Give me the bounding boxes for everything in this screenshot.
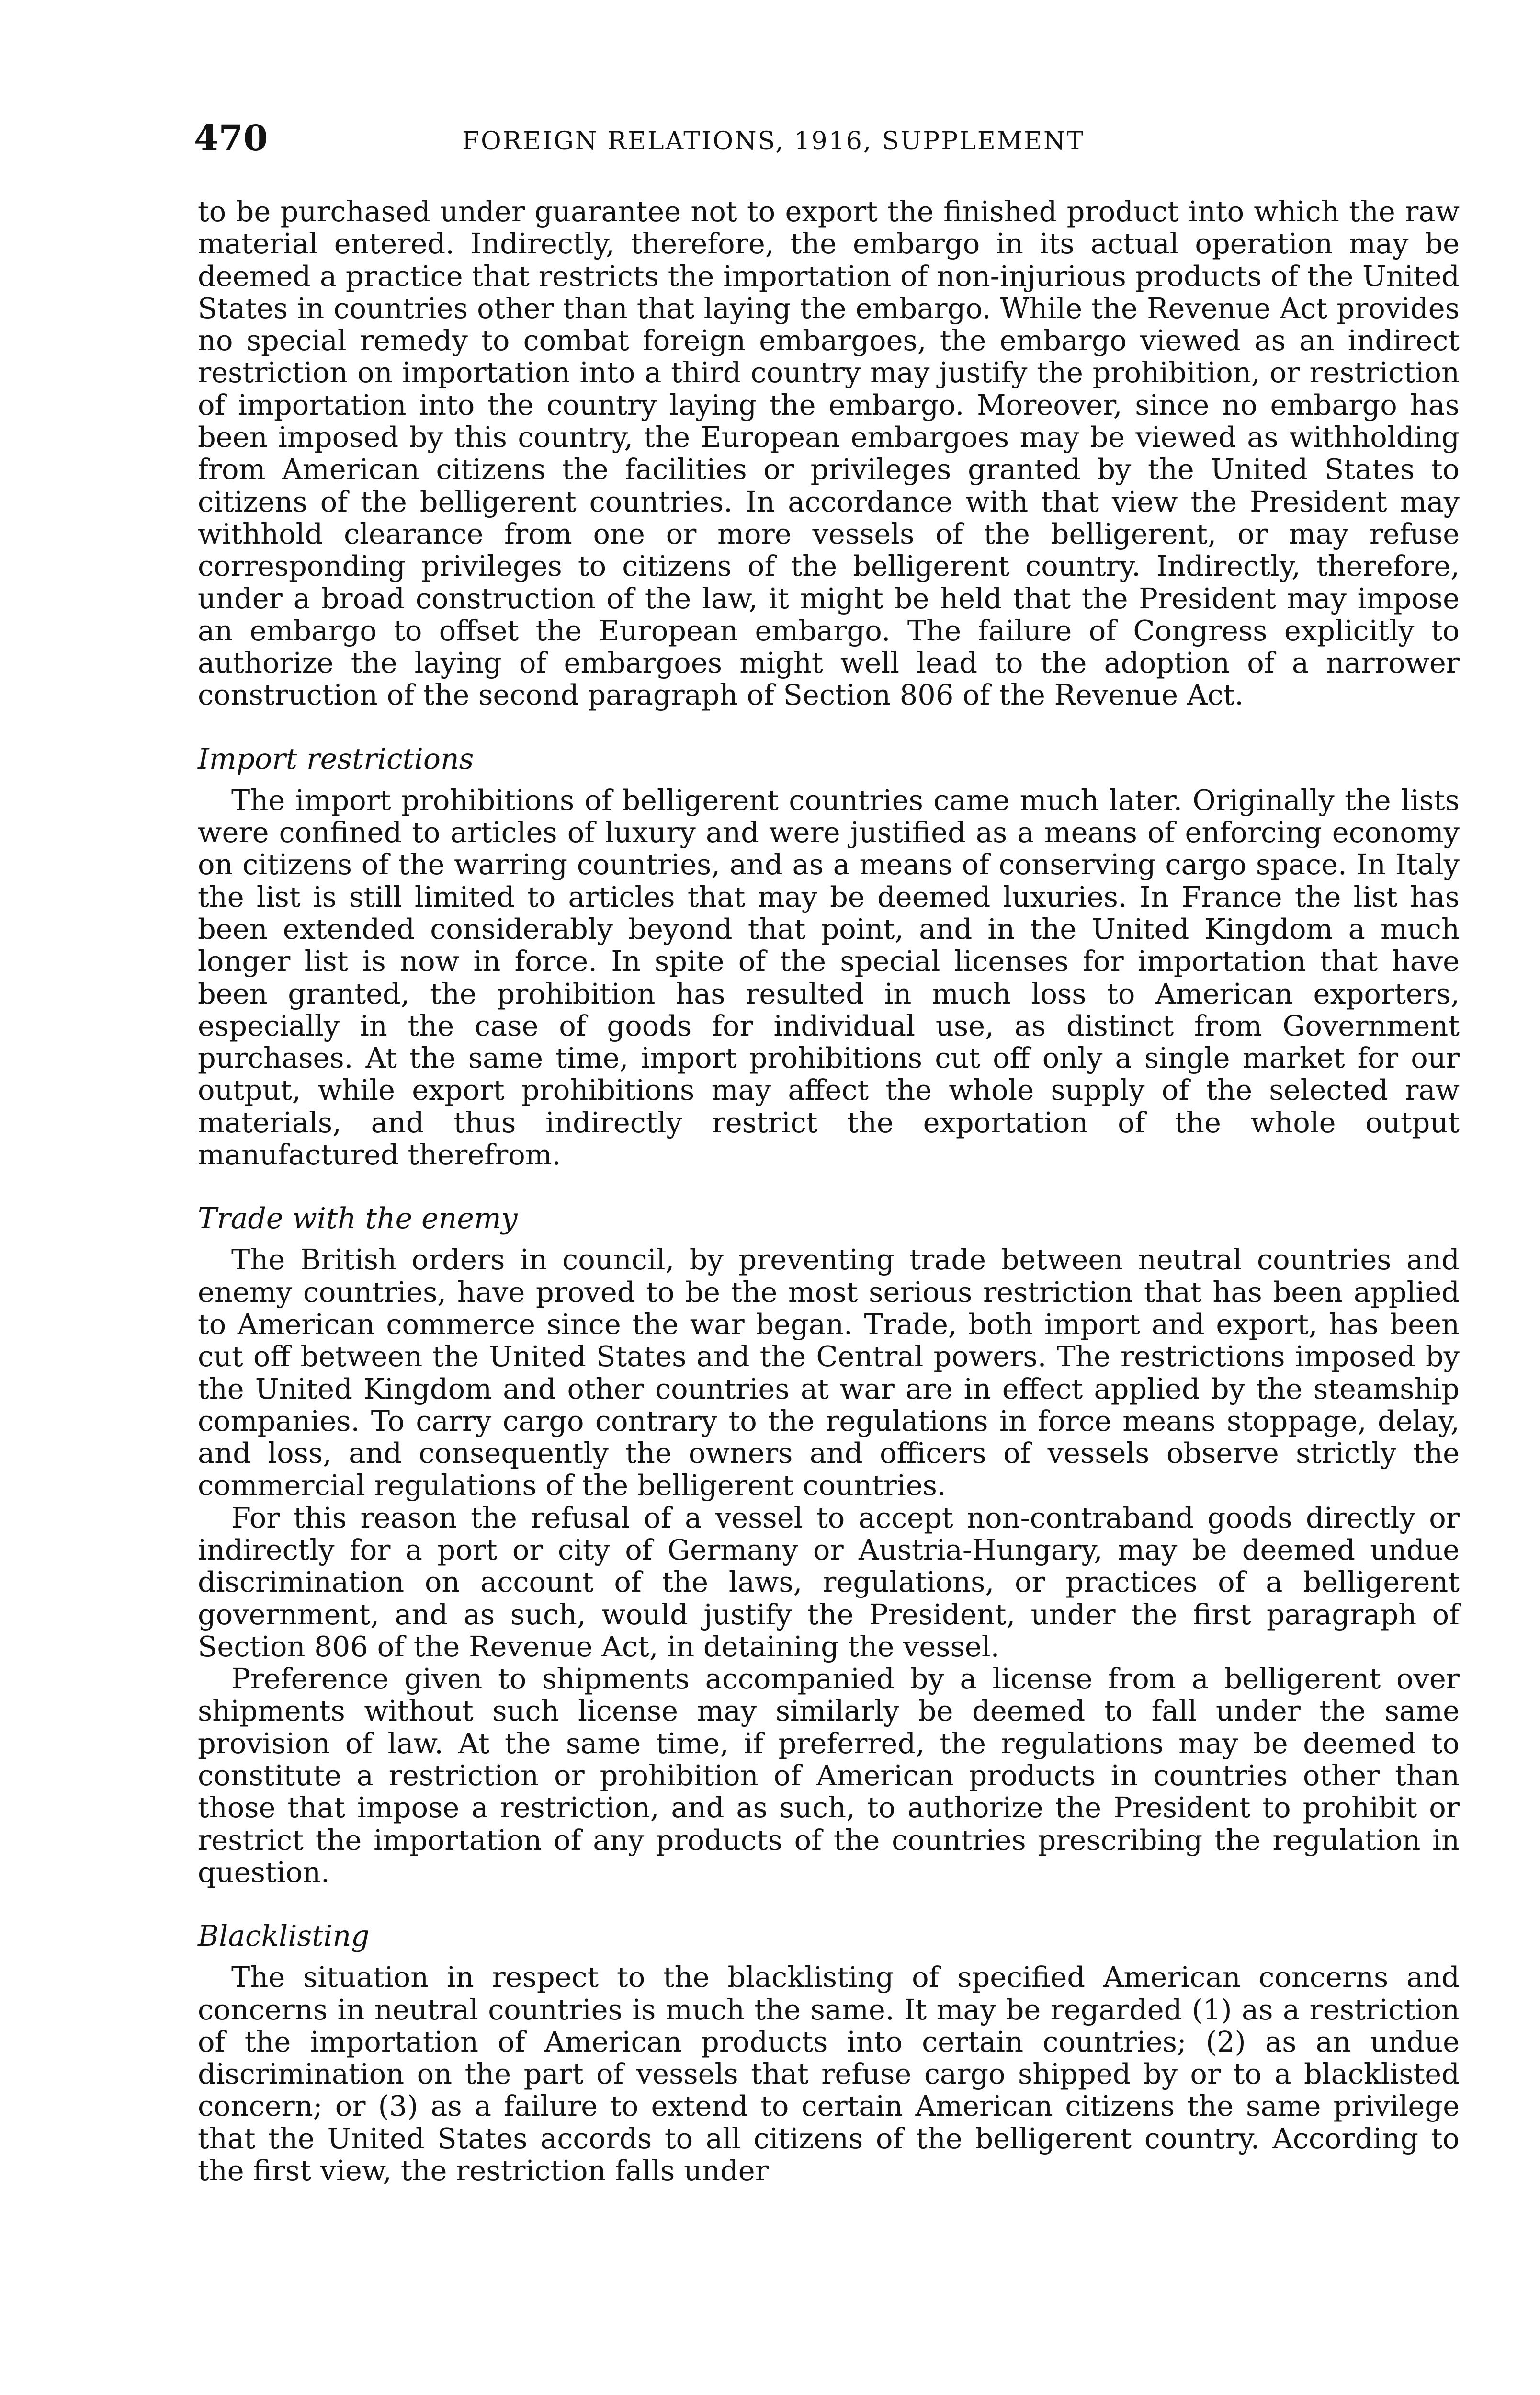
body-text [198, 195, 1460, 2187]
section-heading-import-restrictions: Import restrictions [198, 742, 474, 776]
paragraph-orders-in-council: The British orders in council, by preventing trade between neutral countries and enemy countries, have proved to be the most serious restriction that has been applied to American commerce since the war began. Trade, both import and export, has been cut off between the United States and the Central powers. The restrictions imposed by the United Kingdom and other countries at war are in effect applied by the steamship companies. To carry cargo contrary to the regulations in force means stoppage, delay, and loss, and consequently the owners and officers of vessels observe strictly the commercial regulations of the belligerent countries. [198, 1243, 1460, 1502]
section-heading-trade-with-enemy: Trade with the enemy [198, 1202, 518, 1236]
paragraph-vessel-refusal: For this reason the refusal of a vessel to accept non-contraband goods directly or indirectly for a port or city of Germany or Austria-Hungary, may be deemed undue discrimination on account of the laws, regulations, or practices of a belligerent government, and as such, would justify the President, under the first paragraph of Section 806 of the Revenue Act, in detaining the vessel. [198, 1501, 1460, 1663]
section-heading-blacklisting: Blacklisting [198, 1919, 370, 1953]
running-title: FOREIGN RELATIONS, 1916, SUPPLEMENT [462, 127, 1085, 156]
page-number: 470 [194, 118, 268, 159]
page-header [194, 116, 1449, 161]
paragraph-blacklisting: The situation in respect to the blacklisting of specified American concerns and concerns in neutral countries is much the same. It may be regarded (1) as a restriction of the importation of American products into certain countries; (2) as an undue discrimination on the part of vessels that refuse cargo shipped by or to a blacklisted concern; or (3) as a failure to extend to certain American citizens the same privilege that the United States accords to all citizens of the belligerent country. According to the first view, the restriction falls under [198, 1961, 1460, 2188]
paragraph-license-preference: Preference given to shipments accompanied by a license from a belligerent over shipments without such license may similarly be deemed to fall under the same provision of law. At the same time, if preferred, the regulations may be deemed to constitute a restriction or prohibition of American products in countries other than those that impose a restriction, and as such, to authorize the President to prohibit or restrict the importation of any products of the countries prescribing the regulation in question. [198, 1662, 1460, 1889]
paragraph-import-restrictions: The import prohibitions of belligerent countries came much later. Originally the lists were confined to articles of luxury and were justified as a means of enforcing economy on citizens of the warring countries, and as a means of conserving cargo space. In Italy the list is still limited to articles that may be deemed luxuries. In France the list has been extended considerably beyond that point, and in the United Kingdom a much longer list is now in force. In spite of the special licenses for importation that have been granted, the prohibition has resulted in much loss to American exporters, especially in the case of goods for individual use, as distinct from Government purchases. At the same time, import prohibitions cut off only a single market for our output, while export prohibitions may affect the whole supply of the selected raw materials, and thus indirectly restrict the exportation of the whole output manufactured therefrom. [198, 783, 1460, 1172]
paragraph-embargo-continuation: to be purchased under guarantee not to export the finished product into which the raw material entered. Indirectly, therefore, the embargo in its actual operation may be deemed a practice that restricts the importation of non-injurious products of the United States in countries other than that laying the embargo. While the Revenue Act provides no special remedy to combat foreign embargoes, the embargo viewed as an indirect restriction on importation into a third country may justify the prohibition, or restriction of importation into the country laying the embargo. Moreover, since no embargo has been imposed by this country, the European embargoes may be viewed as withholding from American citizens the facilities or privileges granted by the United States to citizens of the belligerent countries. In accordance with that view the President may withhold clearance from one or more vessels of the belligerent, or may refuse corresponding privileges to citizens of the belligerent country. Indirectly, therefore, under a broad construction of the law, it might be held that the President may impose an embargo to offset the European embargo. The failure of Congress explicitly to authorize the laying of embargoes might well lead to the adoption of a narrower construction of the second paragraph of Section 806 of the Revenue Act. [198, 195, 1460, 712]
